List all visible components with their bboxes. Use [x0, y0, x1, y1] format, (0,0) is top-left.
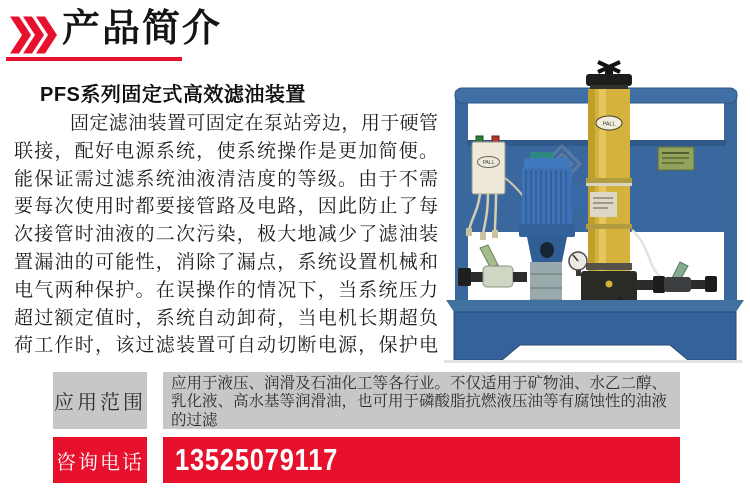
- application-label-cell: 应用范围: [53, 372, 147, 429]
- description-line: 要每次使用时都要接管路及电路，因此防止了每: [14, 196, 438, 218]
- outlet-valve: [637, 262, 717, 293]
- description-line: 置漏油的可能性，消除了漏点，系统设置机械和: [14, 251, 438, 273]
- phone-label-cell: 咨询电话: [53, 437, 147, 483]
- inlet-valve: [458, 245, 527, 287]
- description-line: 固定滤油装置可固定在泵站旁边，用于硬管: [70, 113, 438, 134]
- triple-chevron-icon: [10, 16, 58, 54]
- product-description: [14, 110, 438, 360]
- base-tray: [444, 300, 744, 363]
- phone-number: 13525079117: [175, 442, 339, 477]
- description-line: 次接管时油液的二次污染，极大地减少了滤油装: [14, 224, 438, 246]
- product-photo: [440, 60, 750, 365]
- description-line: 联接，配好电源系统，使系统操作是更加简便。: [14, 140, 438, 162]
- description-line: 超过额定值时，系统自动卸荷，当电机长期超负: [14, 307, 438, 329]
- phone-number-cell: [163, 437, 680, 483]
- product-heading: PFS系列固定式高效滤油装置: [40, 84, 306, 106]
- control-box-brand-label: PALL: [482, 160, 495, 166]
- application-text-cell: 应用于液压、润滑及石油化工等各行业。不仅适用于矿物油、水乙二醇、乳化液、高水基等润滑油，也可用于磷酸脂抗燃液压油等有腐蚀性的油液的过滤: [163, 372, 680, 429]
- description-line: 能保证需过滤系统油液清洁度的等级。由于不需: [14, 168, 438, 190]
- filter-brand-label: PALL: [602, 121, 616, 128]
- title-underline: [6, 57, 182, 61]
- filter-housing: [581, 62, 637, 305]
- nameplate: [658, 147, 694, 170]
- description-line: 荷工作时，该过滤装置可自动切断电源，保护电: [14, 335, 438, 357]
- description-line: 电气两种保护。在误操作的情况下，当系统压力: [14, 279, 438, 301]
- page-title: 产品简介: [62, 8, 223, 50]
